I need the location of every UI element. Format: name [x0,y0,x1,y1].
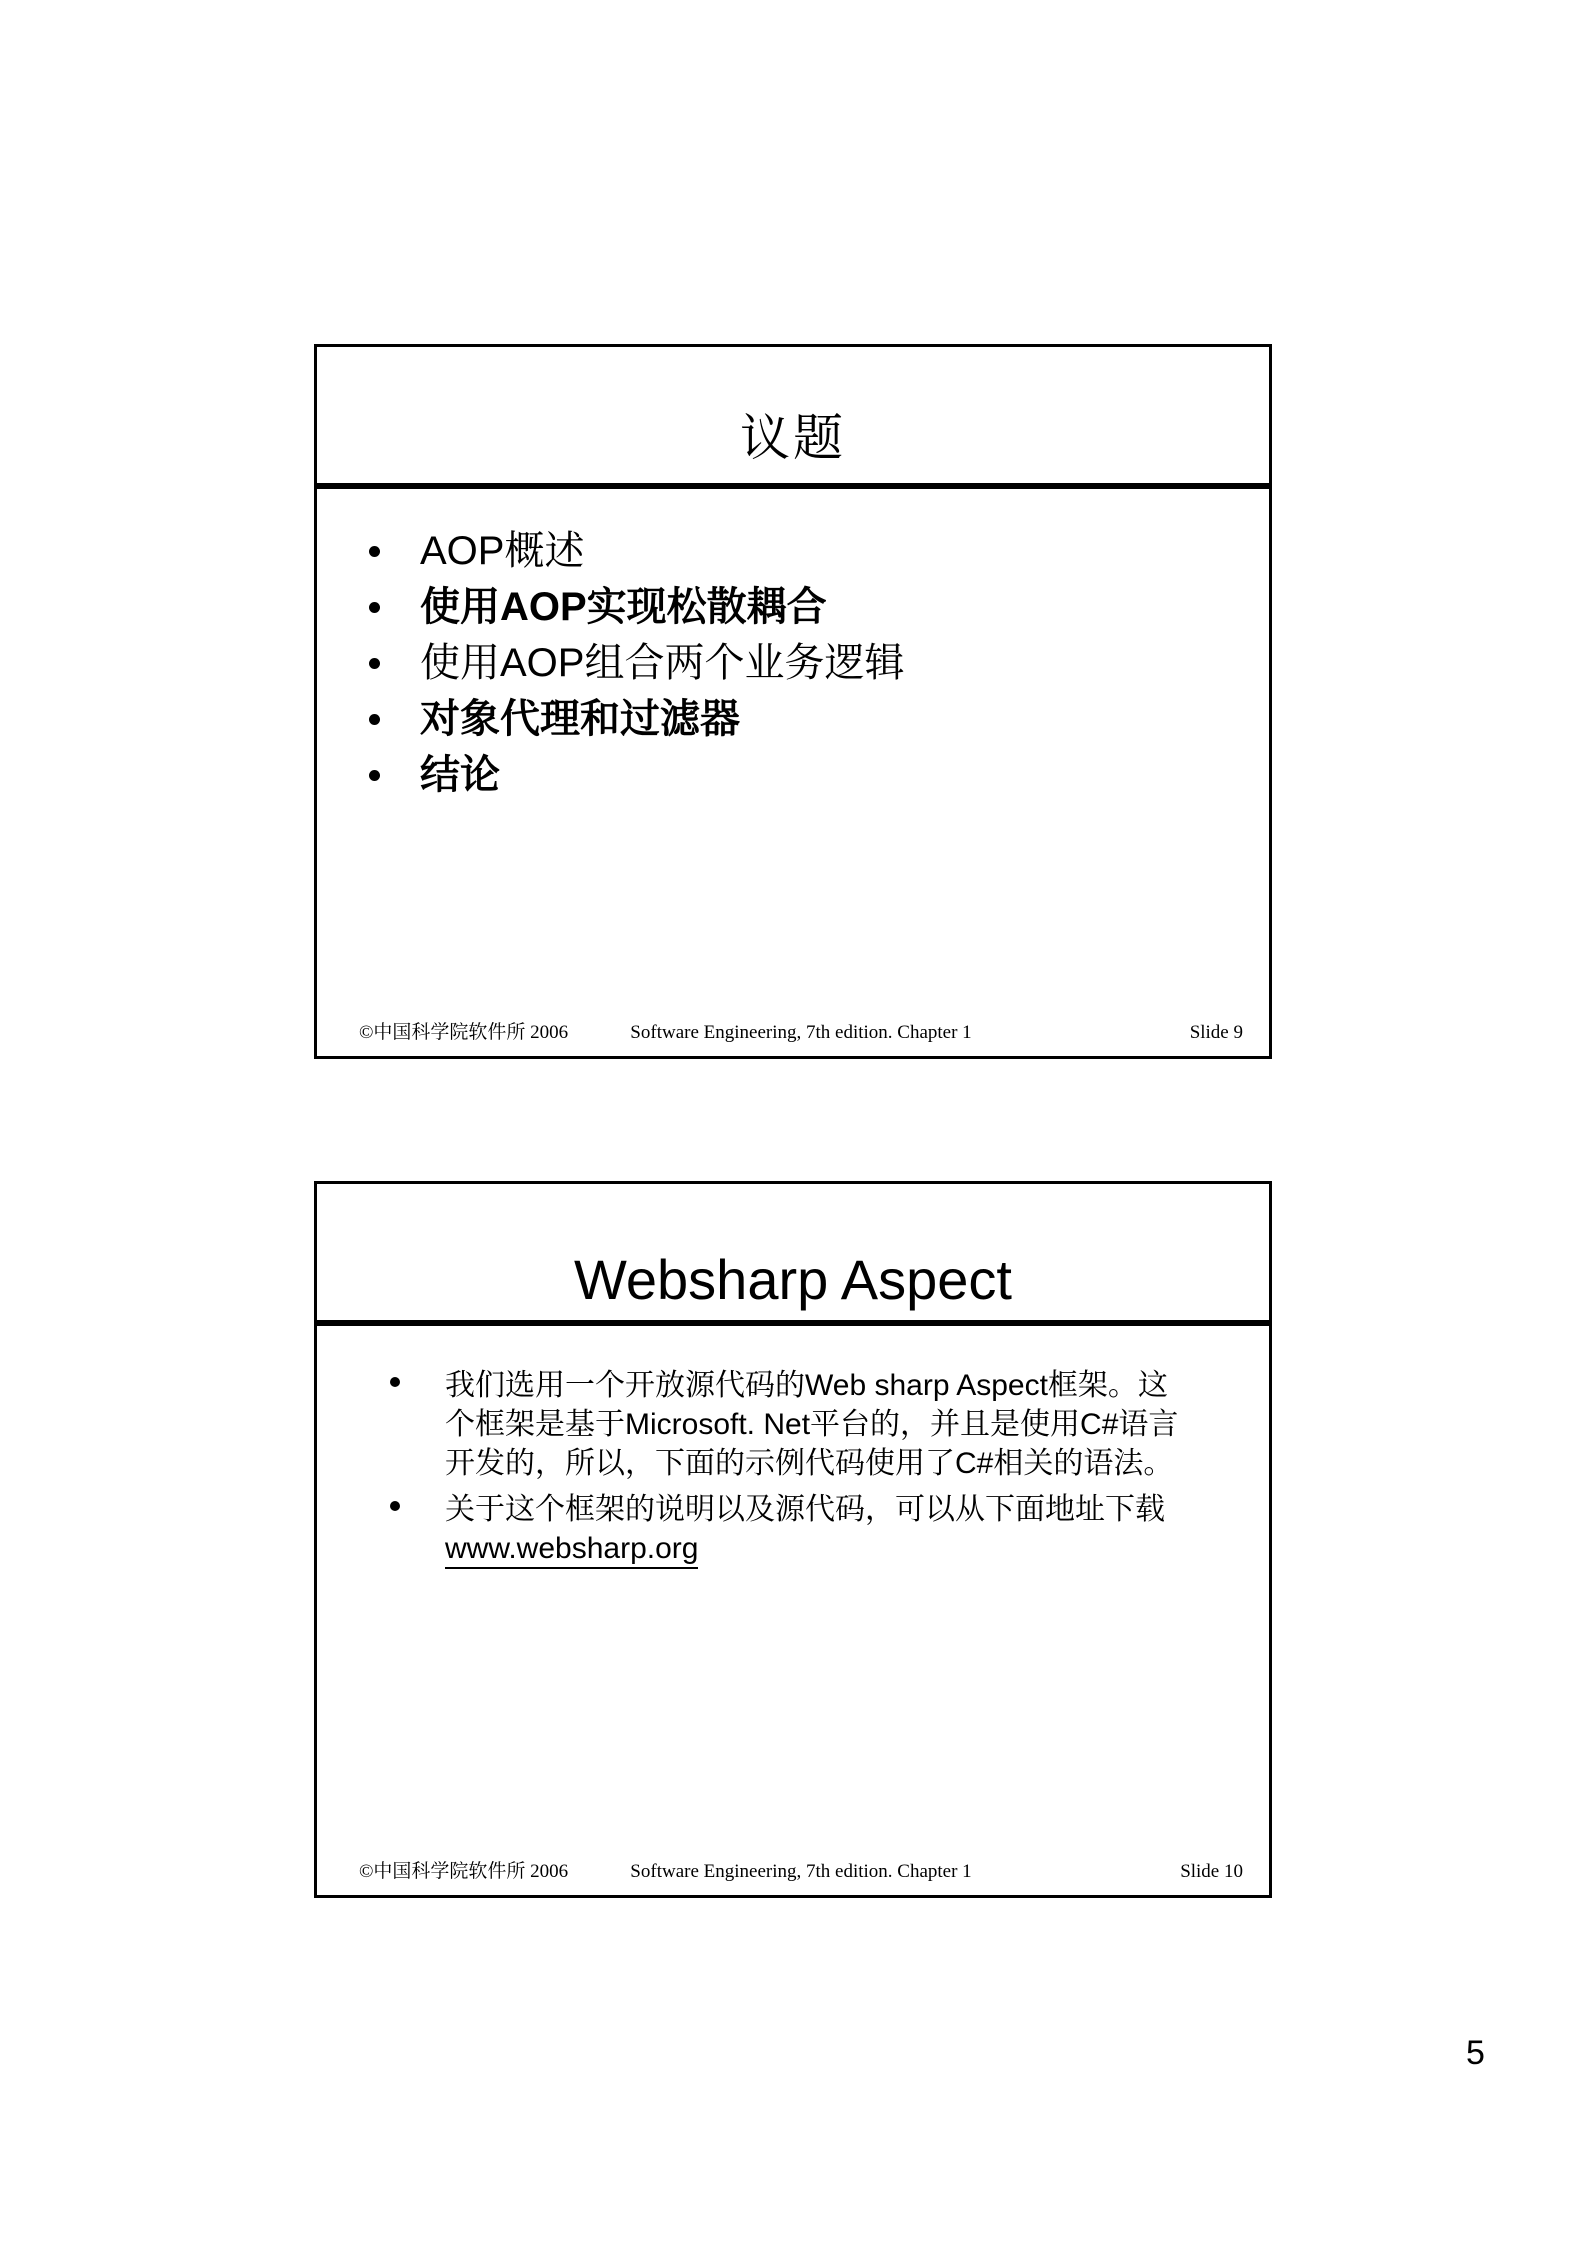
slide-title: Websharp Aspect [574,1248,1012,1311]
bullet-item [317,635,1249,691]
bullet-item [317,579,1249,635]
page-number: 5 [1466,2034,1485,2072]
bullet-icon [369,546,380,557]
websharp-link[interactable]: www.websharp.org [445,1532,698,1569]
slide-footer [359,1017,1243,1044]
slide-10-card [314,1181,1272,1898]
bullet-icon [369,658,380,669]
bullet-label: 对象代理和过滤器 [420,697,740,741]
bullet-icon [390,1377,400,1387]
bullet-item [317,691,1249,747]
bullet-text-line: 关于这个框架的说明以及源代码，可以从下面地址下载 [445,1493,1165,1526]
bullet-icon [369,602,380,613]
bullet-label: 结论 [420,753,500,797]
footer-course-title: Software Engineering, 7th edition. Chapter 1 [630,1022,972,1043]
bullet-label: AOP概述 [420,529,585,573]
footer-course-title: Software Engineering, 7th edition. Chapter 1 [630,1861,972,1882]
footer-slide-number: Slide 9 [1189,1022,1243,1043]
footer-copyright: ©中国科学院软件所 2006 [359,1861,569,1882]
slide-title: 议题 [740,410,846,466]
bullet-list [317,523,1249,803]
bullet-label: 使用AOP实现松散耦合 [420,585,827,629]
bullet-item [317,523,1249,579]
footer-copyright: ©中国科学院软件所 2006 [359,1022,569,1043]
bullet-item [317,747,1249,803]
bullet-icon [369,770,380,781]
bullet-text-line: 开发的，所以，下面的示例代码使用了C#相关的语法。 [445,1447,1174,1480]
slide-title-band [317,347,1269,489]
slide-9-card [314,344,1272,1059]
bullet-item [317,1490,1245,1569]
bullet-text-line: 个框架是基于Microsoft. Net平台的，并且是使用C#语言 [445,1408,1179,1441]
footer-slide-number: Slide 10 [1180,1861,1243,1882]
bullet-icon [390,1501,400,1511]
slide-title-band [317,1184,1269,1326]
bullet-icon [369,714,380,725]
bullet-item [317,1366,1245,1483]
bullet-label: 使用AOP组合两个业务逻辑 [420,641,905,685]
slide-footer [359,1856,1243,1883]
bullet-text-line: 我们选用一个开放源代码的Web sharp Aspect框架。这 [445,1369,1168,1402]
bullet-list [317,1366,1245,1576]
